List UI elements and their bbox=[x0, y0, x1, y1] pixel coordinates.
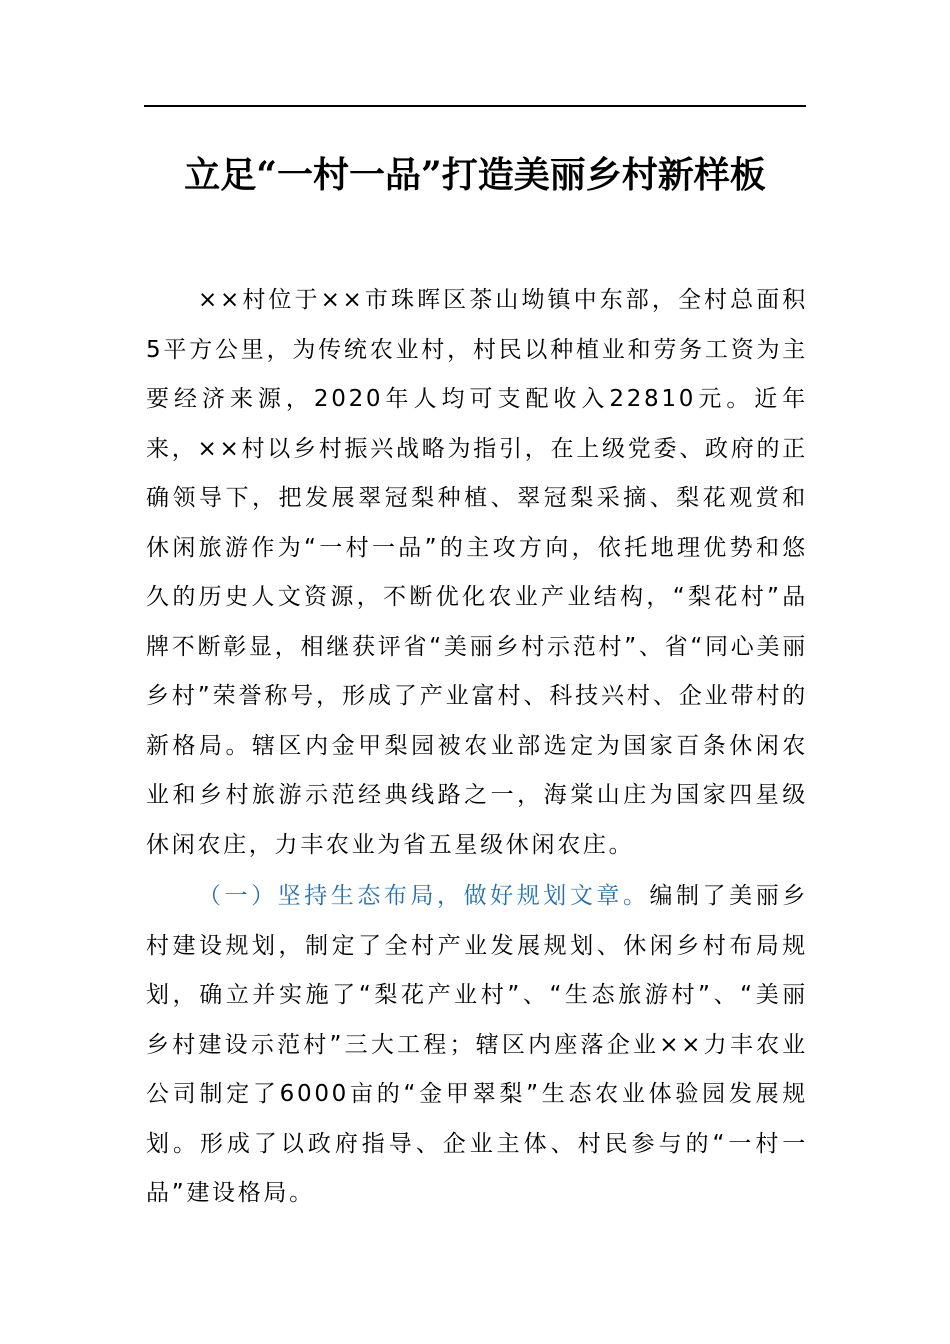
section-1-body: 编制了美丽乡村建设规划，制定了全村产业发展规划、休闲乡村布局规划，确立并实施了“梨花产业村”、“生态旅游村”、“美丽乡村建设示范村”三大工程；辖区内座落企业××力丰农业公司制定了6000亩的“金甲翠梨”生态农业体验园发展规划。形成了以政府指导、企业主体、村民参与的“一村一品”建设格局。 bbox=[146, 883, 808, 1206]
intro-paragraph: ××村位于××市珠晖区茶山坳镇中东部，全村总面积5平方公里，为传统农业村，村民以种植业和劳务工资为主要经济来源，2020年人均可支配收入22810元。近年来，××村以乡村振兴战略为指引，在上级党委、政府的正确领导下，把发展翠冠梨种植、翠冠梨采摘、梨花观赏和休闲旅游作为“一村一品”的主攻方向，依托地理优势和悠久的历史人文资源，不断优化农业产业结构，“梨花村”品牌不断彰显，相继获评省“美丽乡村示范村”、省“同心美丽乡村”荣誉称号，形成了产业富村、科技兴村、企业带村的新格局。辖区内金甲梨园被农业部选定为国家百条休闲农业和乡村旅游示范经典线路之一，海棠山庄为国家四星级休闲农庄，力丰农业为省五星级休闲农庄。 bbox=[146, 287, 808, 858]
section-1-heading: （一）坚持生态布局，做好规划文章。 bbox=[198, 883, 650, 909]
section-1-paragraph bbox=[146, 872, 808, 1219]
header-rule bbox=[144, 105, 806, 107]
document-title: 立足“一村一品”打造美丽乡村新样板 bbox=[184, 154, 766, 196]
